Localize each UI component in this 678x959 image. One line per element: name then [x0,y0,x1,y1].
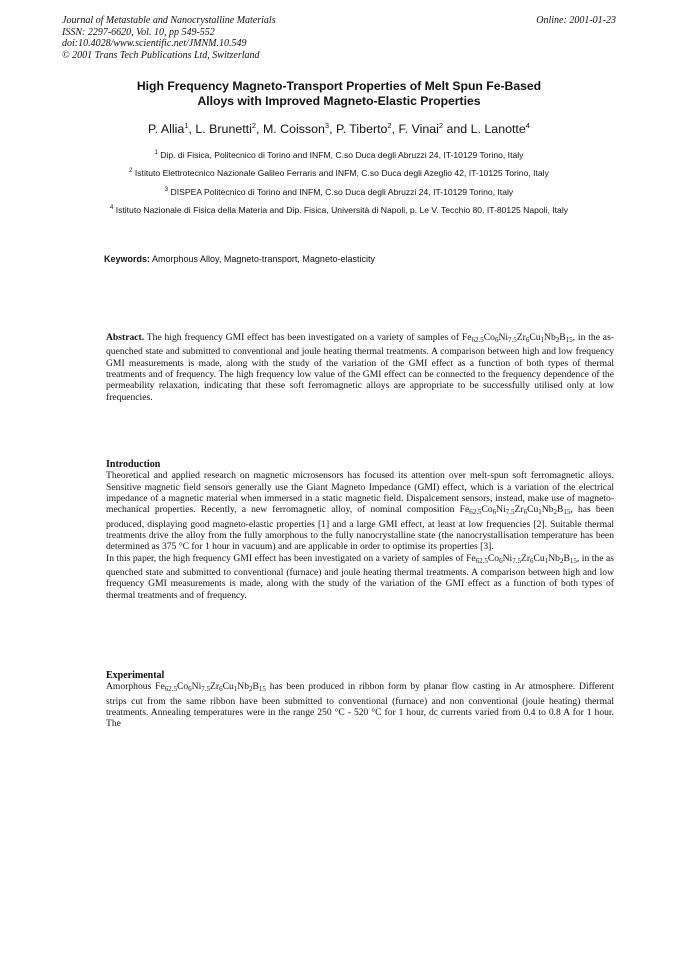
author: P. Allia$^1$, [148,121,196,137]
journal-copyright: © 2001 Trans Tech Publications Ltd, Switzerland [62,49,260,61]
author: L. Lanotte$^4$ [470,121,530,137]
alloy-formula: $Fe_{62.5}Co_6Ni_{7.5}Zr_6Cu_1Nb_2B_{15}$ [466,552,577,565]
affiliation: $^3$ DISPEA Politecnico di Torino and INFM, C.so Duca degli Abruzzi 24, IT-10129 Torino, Italy [164,186,514,197]
paragraph: Theoretical and applied research on magnetic microsensors has focused its attention over melt-spun soft ferromagnetic alloys. Sensitive magnetic field sensors generally use the Giant Magneto Impedance (GMI) effect, which is a variation of the electrical impedance of a magnetic material when immersed in a static magnetic field. Dispalcement sensors, instead, make use of magneto-mechanical properties. Recently, a new ferromagnetic alloy, of nominal composition $Fe_{62.5}Co_6Ni_{7.5}Zr_6Cu_1Nb_2B_{15}$, has been produced, displaying good magneto-elastic properties [1] and a large GMI effect, at least at low frequencies [2]. Suitable thermal treatments drive the alloy from the fully amorphous to the fully nanocrystalline state (the nanocrystallisation temperature has been determined as 375 °C for 1 hour in vacuum) and are applicable in order to optimise its properties [3]. [106,470,614,553]
section-heading: Experimental [106,670,165,681]
affiliation-list [90,148,588,222]
online-date: Online: 2001-01-23 [536,15,616,26]
author: M. Coisson$^3$, [262,121,336,137]
keywords-text: Amorphous Alloy, Magneto-transport, Magneto-elasticity [150,254,375,264]
section-heading: Introduction [106,459,161,470]
author: P. Tiberto$^2$, [335,121,399,137]
keywords-label: Keywords: [104,254,151,264]
paper-title-line-2: Alloys with Improved Magneto-Elastic Properties [197,93,481,108]
abstract: Abstract. The high frequency GMI effect has been investigated on a variety of samples of $Fe_{62.5}Co_6Ni_{7.5}Zr_6Cu_1Nb_2B_{15}$, in the as-quenched state and submitted to conventional and joule heating thermal treatments. A comparison between high and low frequency GMI measurements is made, along with the study of the variation of the GMI effect as a function of both types of thermal treatments and of frequency. The high frequency low value of the GMI effect can be connected to the frequency dependence of the permeability relaxation, indicating that these soft ferromagnetic alloys are appropriate to be successfully utilised only at low frequencies. [106,332,614,403]
paper-title-line-1: High Frequency Magneto-Transport Properties of Melt Spun Fe-Based [136,79,542,93]
introduction-section [106,459,614,601]
journal-name: Journal of Metastable and Nanocrystalline Materials [62,15,276,26]
experimental-section [106,670,614,730]
affiliation: $^2$ Istituto Elettrotecnico Nazionale Galileo Ferraris and INFM, C.so Duca degli Azeglio 42, IT-10125 Torino, Italy [129,168,549,179]
affiliation: $^1$ Dip. di Fisica, Politecnico di Torino and INFM, C.so Duca degli Abruzzi 24, IT-10129 Torino, Italy [154,149,524,160]
author: F. Vinai$^2$ and [398,121,471,137]
journal-doi: doi:10.4028/www.scientific.net/JMNM.10.549 [62,38,247,49]
author: L. Brunetti$^2$, [195,121,263,137]
affiliation: $^4$ Istituto Nazionale di Fisica della Materia and Dip. Fisica, Università di Napoli, p. Le V. Tecchio 80, IT-80125 Napoli, Italy [109,205,569,216]
journal-issn: ISSN: 2297-6620, Vol. 10, pp 549-552 [62,26,215,38]
alloy-formula: $Fe_{62.5}Co_6Ni_{7.5}Zr_6Cu_1Nb_2B_{15}$ [461,332,573,344]
author-list [62,121,616,136]
paper-title [80,79,598,108]
keywords [104,254,375,264]
alloy-formula: $Fe_{62.5}Co_6Ni_{7.5}Zr_6Cu_1Nb_2B_{15}$ [155,681,266,694]
journal-info [62,15,442,61]
alloy-formula: $Fe_{62.5}Co_6Ni_{7.5}Zr_6Cu_1Nb_2B_{15}$ [459,504,571,517]
paragraph: In this paper, the high frequency GMI effect has been investigated on a variety of samples of $Fe_{62.5}Co_6Ni_{7.5}Zr_6Cu_1Nb_2B_{15}$, in the as quenched state and submitted to conventional (furnace) and joule heating thermal treatments. A comparison between high and low frequency GMI measurements is made, along with the study of the variation of the GMI effect as a function of both types of thermal treatments and of frequency. [106,552,614,601]
paragraph: Amorphous $Fe_{62.5}Co_6Ni_{7.5}Zr_6Cu_1Nb_2B_{15}$ has been produced in ribbon form by planar flow casting in Ar atmosphere. Different strips cut from the same ribbon have been submitted to conventional (furnace) and non conventional (joule heating) thermal treatments. Annealing temperatures were in the range 250 °C - 520 °C for 1 hour, dc currents varied from 0.4 to 0.8 A for 1 hour. The [106,681,614,730]
abstract-label: Abstract. [106,332,145,343]
